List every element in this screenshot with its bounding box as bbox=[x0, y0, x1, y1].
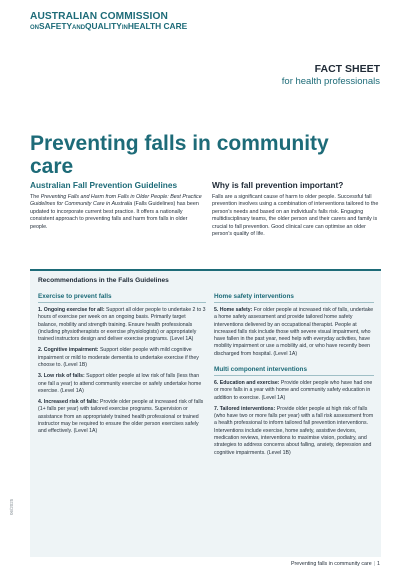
recommendation-item: 6. Education and exercise: Provide older people who have had one or more falls in a year with home and community safety education in addition to exercise. (Level 1A) bbox=[214, 379, 373, 401]
exercise-section bbox=[38, 293, 206, 440]
recommendation-item: 7. Tailored interventions: Provide older people at high risk of falls (who have two or more falls per year) with a fall risk assessment from a health professional to inform tailored fall prevention interventions. Interventions include exercise, home safety, assistive devices, medication reviews, interventions to maximise vision, podiatry, and strategies to address concerns about falling, anxiety, depression and cognitive impairments. (Level 1B) bbox=[214, 405, 374, 456]
page-title: Preventing falls in community care bbox=[30, 132, 329, 179]
intro-guidelines-text: The Preventing Falls and Harm from Falls in Older People: Best Practice Guidelines for Community Care in Australia (Falls Guidelines) has been updated to incorporate current best practice. It offers a nationally consistent approach to preventing falls and harm from falls in older people. bbox=[30, 193, 202, 230]
exercise-heading: Exercise to prevent falls bbox=[38, 293, 206, 303]
organisation-logo bbox=[30, 11, 187, 32]
logo-line-2: ONSAFETYANDQUALITYINHEALTH CARE bbox=[30, 21, 188, 32]
recommendation-item: 3. Low risk of falls: Support older people at low risk of falls (less than one fall a year) to attend community exercise or safely undertake home exercise. (Level 1A) bbox=[38, 373, 202, 394]
home-safety-heading: Home safety interventions bbox=[214, 293, 374, 303]
intro-importance-heading: Why is fall prevention important? bbox=[212, 180, 344, 190]
home-and-multi-section bbox=[214, 293, 374, 461]
multi-component-heading: Multi component interventions bbox=[214, 366, 374, 376]
fact-sheet-title: FACT SHEET bbox=[314, 63, 380, 75]
recommendations-title: Recommendations in the Falls Guidelines bbox=[38, 277, 169, 284]
footer-title: Preventing falls in community care bbox=[290, 561, 372, 567]
recommendation-item: 4. Increased risk of falls: Provide older people at increased risk of falls (1+ falls per year) with tailored exercise programs. Supervision or assistance from an appropriately trained health professional or trained instructor may be required to ensure the older person exercises safely and effectively. (Level 1A) bbox=[38, 399, 204, 435]
intro-guidelines-heading: Australian Fall Prevention Guidelines bbox=[30, 180, 178, 190]
audience-label: for health professionals bbox=[281, 75, 380, 87]
logo-line-1: AUSTRALIAN COMMISSION bbox=[30, 11, 168, 22]
recommendation-item: 1. Ongoing exercise for all: Support all older people to undertake 2 to 3 hours of exercise per week on an ongoing basis. Primarily target balance, mobility and strength training. Ensure health professionals (including physiotherapists or exercise physiologists) or appropriately trained instructors design and deliver exercise programs. (Level 1A) bbox=[38, 307, 206, 343]
fact-sheet-label bbox=[282, 64, 380, 87]
recommendation-item: 5. Home safety: For older people at increased risk of falls, undertake a home safety assessment and provide tailored home safety interventions delivered by an occupational therapist. People at increased falls risk include those with severe visual impairment, who have fallen in the past year, need help with everyday activities, have mobility impairment or use a mobility aid, or who have recently been discharged from hospital. (Level 1A) bbox=[214, 307, 374, 357]
intro-guidelines bbox=[30, 181, 202, 231]
page-footer bbox=[291, 561, 380, 567]
recommendations-panel bbox=[30, 269, 381, 557]
intro-importance-text: Falls are a significant cause of harm to older people. Successful fall prevention involves using a combination of interventions tailored to the person's needs and based on an individual's falls risk. Engaging multidisciplinary teams, the older person and their carers and family is crucial to fall prevention. Good clinical care can optimise an older person's quality of life. bbox=[212, 193, 379, 238]
intro-importance bbox=[212, 181, 382, 239]
document-code: 06/2025 bbox=[9, 498, 14, 515]
page-number: 1 bbox=[377, 561, 380, 567]
footer-separator: | bbox=[373, 561, 376, 567]
recommendation-item: 2. Cognitive impairment: Support older people with mild cognitive impairment or mild to moderate dementia to undertake exercise if they choose to. (Level 1B) bbox=[38, 347, 199, 368]
